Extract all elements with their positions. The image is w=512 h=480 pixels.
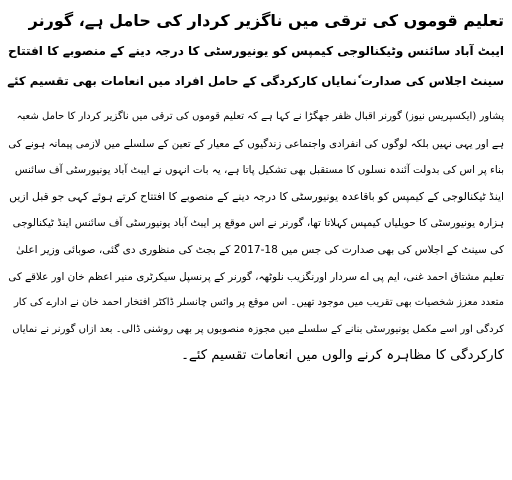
body-line: اینڈ ٹیکنالوجی کے کیمپس کو باقاعدہ یونیورسٹی کا درجہ دینے کے منصوبے کا افتتاح کرتے ہوئے کہی جو قبل ازیں xyxy=(9,189,504,203)
article-body xyxy=(6,104,504,370)
body-line: کارکردگی کا مظاہرہ کرنے والوں میں انعامات تقسیم کئے۔ xyxy=(181,348,504,364)
subheadline-line: ایبٹ آباد سائنس وٹیکنالوجی کیمپس کو یونیورسٹی کا درجہ دینے کے منصوبے کا افتتاح xyxy=(8,44,504,58)
body-line: پشاور (ایکسپریس نیوز) گورنر اقبال ظفر جھگڑا نے کہا ہے کہ تعلیم قوموں کی ترقی میں ناگزیر کردار کا حامل شعبہ xyxy=(16,111,504,122)
body-line: کی سینٹ کے اجلاس کی بھی صدارت کی جس میں 18-2017 کے بجٹ کی منظوری دی گئی، صوبائی وزیر اعلیٰ xyxy=(16,243,504,256)
headline xyxy=(6,6,504,96)
body-line: کردگی اور اسے مکمل یونیورسٹی بنانے کے سلسلے میں مجوزہ منصوبوں پر بھی روشنی ڈالی۔ بعد ازاں گورنر نے نمایاں xyxy=(12,323,504,335)
body-line: بناء پر اس کی بدولت آئندہ نسلوں کا مستقبل بھی تشکیل پاتا ہے، یہ بات انہوں نے ایبٹ آباد یونیورسٹی آف سائنس xyxy=(14,164,504,177)
body-line: متعدد معزز شخصیات بھی تقریب میں موجود تھیں۔ اس موقع پر وائس چانسلر ڈاکٹر افتخار احمد خان نے ادارے کی کار xyxy=(13,297,504,309)
subheadline-line: سینٹ اجلاس کی صدارت ٗنمایاں کارکردگی کے حامل افراد میں انعامات بھی تقسیم کئے xyxy=(7,74,504,88)
body-line: تعلیم مشتاق احمد غنی، ایم پی اے سردار اورنگزیب نلوٹھہ، گورنر کے پرنسپل سیکرٹری منیر اعظم خان اور علاقے کی xyxy=(8,270,504,283)
headline-line: تعلیم قوموں کی ترقی میں ناگزیر کردار کی حامل ہے، گورنر xyxy=(28,11,504,30)
body-line: ہزارہ یونیورسٹی کا حویلیاں کیمپس کہلاتا تھا، گورنر نے اس موقع پر ایبٹ آباد یونیورسٹی آف سائنس اینڈ ٹیکنالوجی xyxy=(12,217,504,230)
body-line: ہے اور یہی نہیں بلکہ لوگوں کی انفرادی واجتماعی زندگیوں کے معیار کے تعین کے سلسلے میں لازمی پیمانہ ہونے کی xyxy=(8,137,504,150)
